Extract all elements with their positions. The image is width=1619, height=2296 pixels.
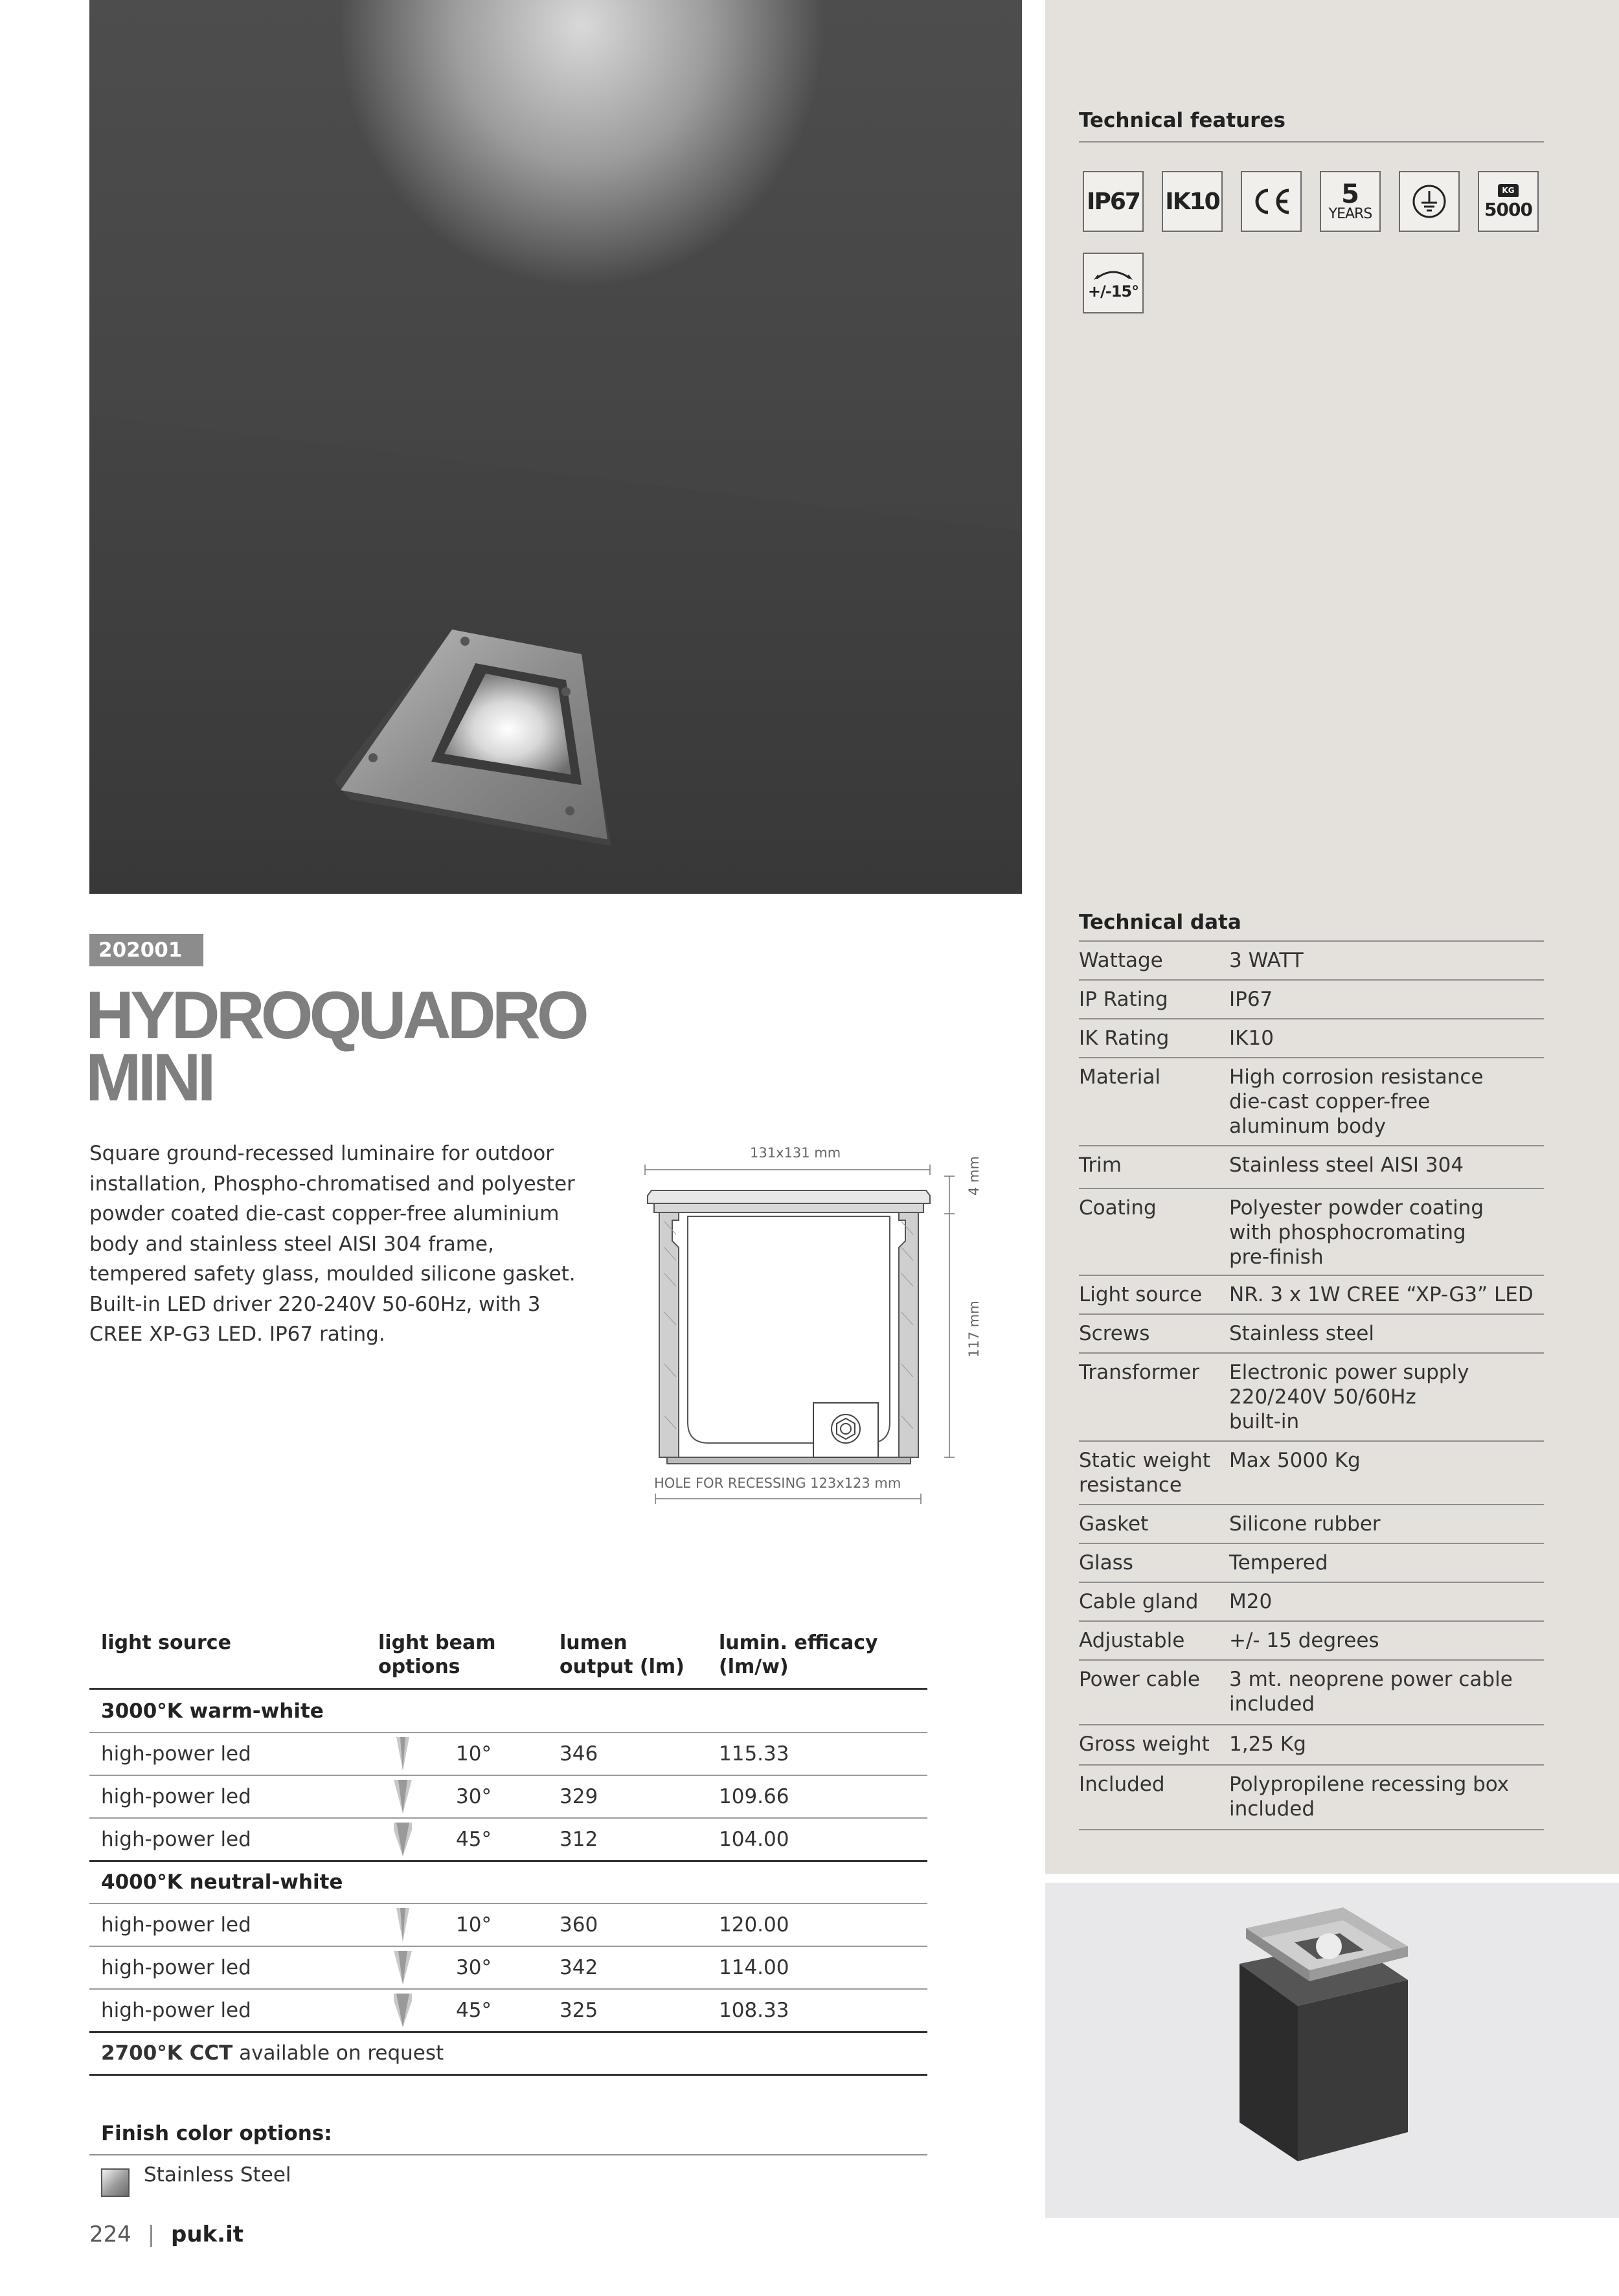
technical-features-title: Technical features <box>1079 109 1285 132</box>
tech-value: 3 WATT <box>1229 949 1304 972</box>
cell-beam: 10° <box>456 1742 492 1766</box>
weight-label: 5000 <box>1484 199 1532 220</box>
tech-key: Static weight resistance <box>1079 1449 1211 1497</box>
tech-key: Gasket <box>1079 1512 1149 1536</box>
tech-row-included <box>1079 1766 1544 1830</box>
cell-beam: 30° <box>456 1785 492 1808</box>
table-row <box>89 1904 927 1946</box>
warranty-label: YEARS <box>1328 206 1372 222</box>
tech-row-adjustable <box>1079 1622 1544 1661</box>
cell-lumen: 329 <box>560 1785 598 1808</box>
tech-row-coating <box>1079 1189 1544 1276</box>
tech-row-cable-gland <box>1079 1583 1544 1622</box>
tech-value: 3 mt. neoprene power cable included <box>1229 1668 1513 1716</box>
table-row <box>89 1947 927 1988</box>
ik10-icon: IK10 <box>1162 171 1223 232</box>
cell-beam: 10° <box>456 1913 492 1937</box>
tech-row-transformer <box>1079 1354 1544 1442</box>
weight-icon <box>1478 171 1539 232</box>
ce-mark-icon <box>1241 171 1302 232</box>
cell-efficacy: 120.00 <box>719 1913 789 1937</box>
tech-value: Electronic power supply 220/240V 50/60Hz built-in <box>1229 1361 1469 1433</box>
col-header-efficacy: lumin. efficacy (lm/w) <box>719 1631 878 1678</box>
tech-key: Cable gland <box>1079 1590 1199 1613</box>
table-row <box>89 1733 927 1775</box>
recessing-box-image <box>1045 1883 1619 2218</box>
tech-row-power-cable <box>1079 1661 1544 1725</box>
cct-note <box>101 2032 444 2074</box>
tech-value: IP67 <box>1229 988 1273 1011</box>
tech-value: M20 <box>1229 1590 1273 1613</box>
tech-value: Polypropilene recessing box included <box>1229 1773 1510 1821</box>
group-title-3000k: 3000°K warm-white <box>101 1699 324 1723</box>
product-box-panel <box>1045 1883 1619 2218</box>
tech-key: Power cable <box>1079 1668 1200 1691</box>
cell-source: high-power led <box>101 1999 251 2022</box>
cell-efficacy: 108.33 <box>719 1999 789 2022</box>
tech-value: IK10 <box>1229 1027 1274 1050</box>
technical-drawing <box>641 1144 982 1519</box>
table-header-rule <box>89 1688 927 1690</box>
table-bottom-rule <box>89 2074 927 2076</box>
group-title-4000k: 4000°K neutral-white <box>101 1870 343 1894</box>
tech-value: Max 5000 Kg <box>1229 1449 1361 1472</box>
technical-data-title: Technical data <box>1079 911 1241 934</box>
cell-beam: 30° <box>456 1956 492 1979</box>
tech-row-gross-weight <box>1079 1725 1544 1766</box>
adjust-label: +/-15° <box>1087 282 1139 301</box>
warranty-number: 5 <box>1341 179 1359 209</box>
tech-row-ip-rating <box>1079 981 1544 1019</box>
cross-section-drawing <box>641 1144 978 1519</box>
col-header-beam: light beam options <box>378 1631 496 1678</box>
cct-note-text: available on request <box>232 2041 444 2065</box>
col-header-lumen: lumen output (lm) <box>560 1631 685 1678</box>
cell-efficacy: 115.33 <box>719 1742 789 1766</box>
earth-ground-glyph <box>1411 183 1447 220</box>
tech-row-screws <box>1079 1315 1544 1354</box>
tech-value: High corrosion resistance die-cast copper-free aluminum body <box>1229 1065 1484 1138</box>
cct-note-bold: 2700°K CCT <box>101 2041 233 2065</box>
cell-efficacy: 104.00 <box>719 1828 789 1851</box>
table-row <box>89 1776 927 1817</box>
warranty-icon <box>1320 171 1381 232</box>
table-row <box>89 1990 927 2031</box>
beam-45-icon <box>394 1823 412 1870</box>
flange-dimension-label: 4 mm <box>966 1156 982 1196</box>
tech-value: +/- 15 degrees <box>1229 1629 1379 1652</box>
adjust-arc-glyph <box>1093 267 1134 281</box>
tech-key: Adjustable <box>1079 1629 1185 1652</box>
tech-key: Coating <box>1079 1196 1157 1220</box>
product-title <box>85 978 585 1115</box>
tech-key: Light source <box>1079 1283 1203 1306</box>
product-title-line2: MINI <box>85 1040 212 1115</box>
col-header-light-source: light source <box>101 1631 231 1654</box>
cell-source: high-power led <box>101 1828 251 1851</box>
tech-key: Wattage <box>1079 949 1163 972</box>
finish-option-label: Stainless Steel <box>144 2163 291 2187</box>
tech-value: Silicone rubber <box>1229 1512 1381 1536</box>
tech-key: IP Rating <box>1079 988 1168 1011</box>
recessed-fixture-image <box>89 0 1022 894</box>
hole-dimension-label: HOLE FOR RECESSING 123x123 mm <box>654 1475 901 1491</box>
cell-source: high-power led <box>101 1913 251 1937</box>
tech-key: Included <box>1079 1773 1165 1796</box>
cell-lumen: 346 <box>560 1742 598 1766</box>
cell-lumen: 360 <box>560 1913 598 1937</box>
tech-key: Glass <box>1079 1551 1133 1574</box>
ip67-icon: IP67 <box>1083 171 1144 232</box>
finish-options-title: Finish color options: <box>101 2122 332 2145</box>
tech-row-material <box>1079 1058 1544 1146</box>
tech-value: Tempered <box>1229 1551 1328 1574</box>
product-code-badge: 202001 <box>89 934 203 966</box>
tech-value: NR. 3 x 1W CREE “XP-G3” LED <box>1229 1283 1534 1306</box>
tech-row-light-source <box>1079 1276 1544 1315</box>
stainless-steel-swatch <box>101 2168 130 2197</box>
tech-row-gasket <box>1079 1505 1544 1544</box>
tech-key: Screws <box>1079 1322 1150 1345</box>
page-number: 224 <box>89 2222 131 2247</box>
ce-mark-glyph <box>1249 185 1294 218</box>
product-description: Square ground-recessed luminaire for outdoor installation, Phospho-chromatised and polyester powder coated die-cast copper-free aluminium body and stainless steel AISI 304 frame, tempered safety glass, moulded silicone gasket. Built-in LED driver 220-240V 50-60Hz, with 3 CREE XP-G3 LED. IP67 rating. <box>89 1142 576 1346</box>
cell-efficacy: 109.66 <box>719 1785 789 1808</box>
cell-lumen: 312 <box>560 1828 598 1851</box>
cell-source: high-power led <box>101 1785 251 1808</box>
cell-beam: 45° <box>456 1999 492 2022</box>
divider <box>89 2154 927 2155</box>
tech-row-static-weight <box>1079 1442 1544 1505</box>
cell-source: high-power led <box>101 1742 251 1766</box>
divider <box>1079 141 1544 142</box>
cell-lumen: 342 <box>560 1956 598 1979</box>
height-dimension-label: 117 mm <box>966 1301 982 1358</box>
tech-row-ik-rating <box>1079 1019 1544 1058</box>
kg-badge: KG <box>1498 184 1518 197</box>
tech-value: Stainless steel AISI 304 <box>1229 1154 1464 1177</box>
tech-key: IK Rating <box>1079 1027 1170 1050</box>
tech-key: Gross weight <box>1079 1733 1210 1756</box>
hero-photo <box>89 0 1022 894</box>
tech-row-trim <box>1079 1146 1544 1189</box>
tech-key: Transformer <box>1079 1361 1200 1384</box>
cell-beam: 45° <box>456 1828 492 1851</box>
footer-separator: | <box>147 2222 155 2247</box>
product-title-line1: HYDROQUADRO <box>85 978 585 1053</box>
cell-efficacy: 114.00 <box>719 1956 789 1979</box>
tech-row-wattage <box>1079 942 1544 981</box>
site-link[interactable]: puk.it <box>171 2222 243 2247</box>
table-row <box>89 1819 927 1860</box>
tech-row-glass <box>1079 1544 1544 1583</box>
cell-source: high-power led <box>101 1956 251 1979</box>
tech-value: 1,25 Kg <box>1229 1733 1306 1756</box>
tech-key: Material <box>1079 1065 1160 1089</box>
tech-key: Trim <box>1079 1154 1122 1177</box>
tech-value: Stainless steel <box>1229 1322 1374 1345</box>
adjustable-icon <box>1083 253 1144 313</box>
page-footer <box>89 2222 243 2247</box>
cell-lumen: 325 <box>560 1999 598 2022</box>
top-dimension-label: 131x131 mm <box>750 1145 841 1161</box>
tech-value: Polyester powder coating with phosphocromating pre-finish <box>1229 1196 1484 1269</box>
earth-ground-icon <box>1399 171 1460 232</box>
